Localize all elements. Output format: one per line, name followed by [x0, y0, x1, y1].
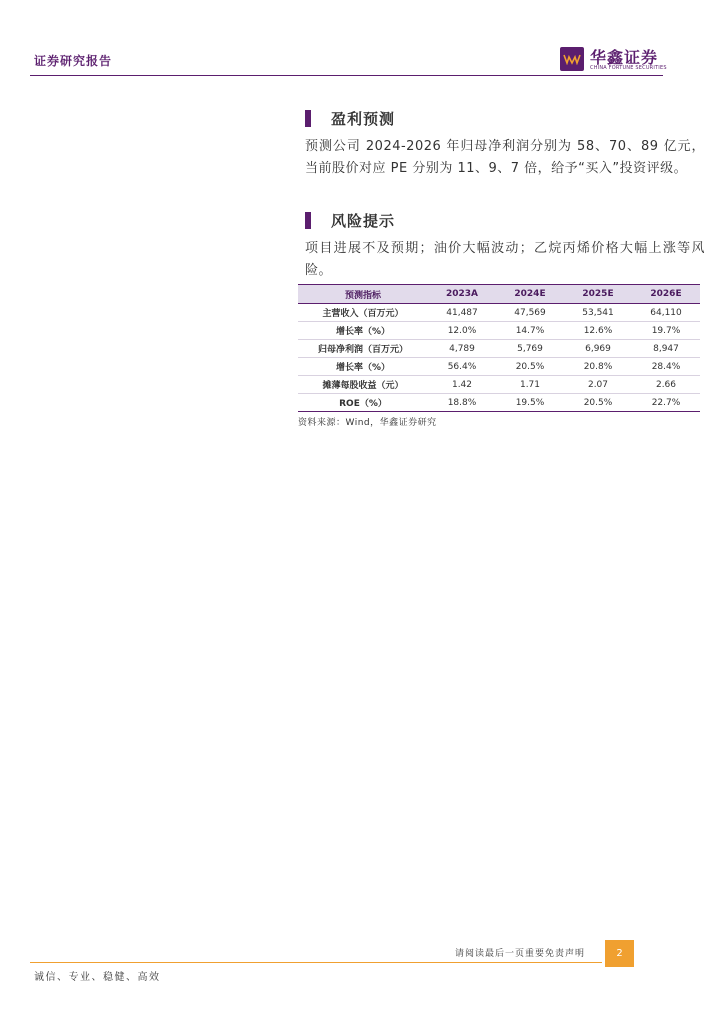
table-cell: 1.71: [496, 376, 564, 394]
table-row: [298, 358, 700, 376]
logo-mark-icon: [560, 47, 584, 71]
table-cell: 8,947: [632, 340, 700, 358]
section-earnings-forecast: [305, 108, 705, 180]
section-marker: [305, 110, 311, 127]
row-label: 主营收入（百万元）: [298, 304, 428, 322]
table-row: [298, 376, 700, 394]
table-cell: 41,487: [428, 304, 496, 322]
row-label: 增长率（%）: [298, 322, 428, 340]
header-divider: [30, 75, 663, 76]
logo-text: 华鑫证券: [590, 48, 659, 67]
table-header-cell: 2025E: [564, 285, 632, 304]
table-cell: 20.8%: [564, 358, 632, 376]
table-cell: 18.8%: [428, 394, 496, 412]
table-cell: 2.66: [632, 376, 700, 394]
table-cell: 6,969: [564, 340, 632, 358]
section-title: 风险提示: [331, 212, 396, 230]
row-label: 归母净利润（百万元）: [298, 340, 428, 358]
section-text: 项目进展不及预期；油价大幅波动；乙烷丙烯价格大幅上涨等风险。: [305, 241, 705, 278]
section-marker: [305, 212, 311, 229]
table-cell: 20.5%: [564, 394, 632, 412]
company-logo: [560, 46, 670, 72]
table-row: [298, 322, 700, 340]
logo-subtext: CHINA FORTUNE SECURITIES: [590, 65, 667, 71]
section-text: 预测公司 2024-2026 年归母净利润分别为 58、70、89 亿元，当前股价对应 PE 分别为 11、9、7 倍，给予“买入”投资评级。: [305, 139, 705, 176]
forecast-table-container: [298, 284, 700, 428]
row-label: 摊薄每股收益（元）: [298, 376, 428, 394]
table-cell: 14.7%: [496, 322, 564, 340]
disclaimer-link[interactable]: 请阅读最后一页重要免责声明: [455, 949, 586, 959]
table-cell: 53,541: [564, 304, 632, 322]
table-cell: 47,569: [496, 304, 564, 322]
row-label: 增长率（%）: [298, 358, 428, 376]
table-cell: 4,789: [428, 340, 496, 358]
report-type-label: 证券研究报告: [34, 54, 113, 68]
section-risk-warning: [305, 210, 705, 282]
table-cell: 56.4%: [428, 358, 496, 376]
table-cell: 22.7%: [632, 394, 700, 412]
table-row: [298, 340, 700, 358]
table-header-row: [298, 285, 700, 304]
table-cell: 64,110: [632, 304, 700, 322]
page-number: 2: [605, 940, 634, 967]
table-header-cell: 预测指标: [298, 285, 428, 304]
section-title: 盈利预测: [331, 110, 396, 128]
table-cell: 19.5%: [496, 394, 564, 412]
table-header-cell: 2023A: [428, 285, 496, 304]
forecast-table: [298, 284, 700, 412]
table-cell: 12.0%: [428, 322, 496, 340]
table-row: [298, 394, 700, 412]
table-cell: 2.07: [564, 376, 632, 394]
table-cell: 5,769: [496, 340, 564, 358]
table-cell: 28.4%: [632, 358, 700, 376]
footer-divider: [30, 962, 602, 963]
company-motto: 诚信、专业、稳健、高效: [34, 972, 161, 983]
table-cell: 20.5%: [496, 358, 564, 376]
table-header-cell: 2026E: [632, 285, 700, 304]
table-cell: 1.42: [428, 376, 496, 394]
row-label: ROE（%）: [298, 394, 428, 412]
table-cell: 19.7%: [632, 322, 700, 340]
table-cell: 12.6%: [564, 322, 632, 340]
table-source-note: 资料来源：Wind，华鑫证券研究: [298, 418, 437, 428]
table-row: [298, 304, 700, 322]
table-header-cell: 2024E: [496, 285, 564, 304]
